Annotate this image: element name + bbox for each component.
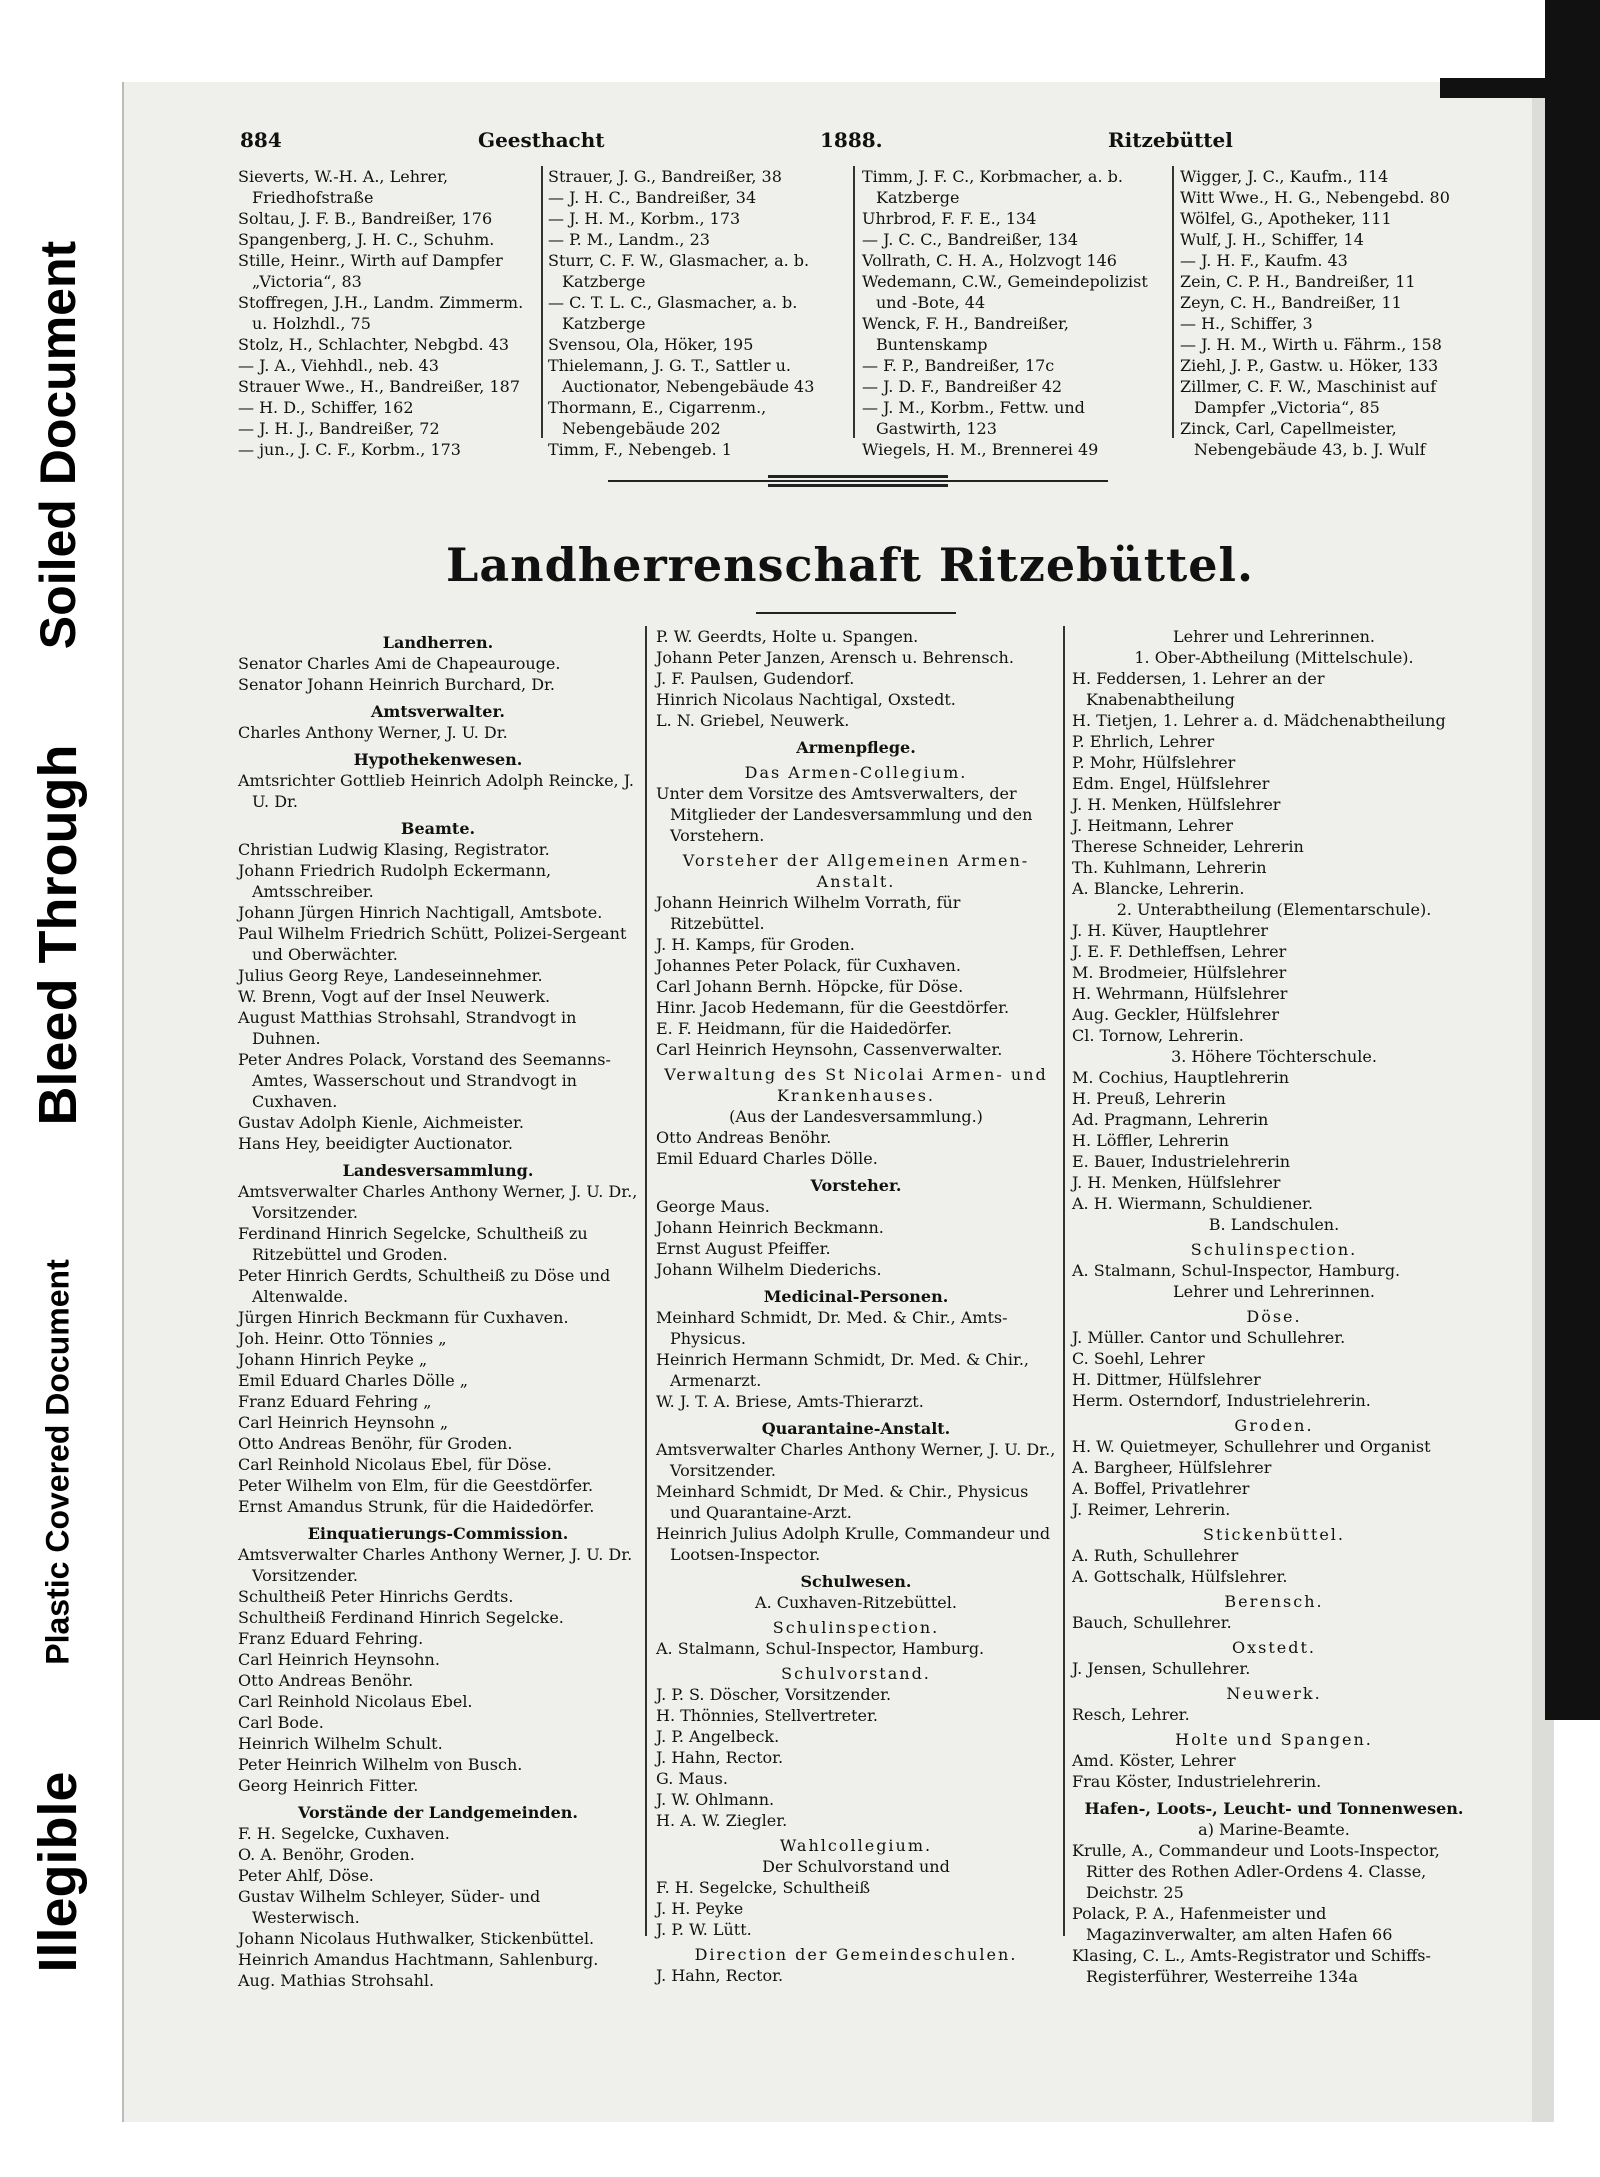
directory-entry: — J. M., Korbm., Fettw. und Gastwirth, 123 xyxy=(862,398,1085,438)
list-entry: J. Hahn, Rector. xyxy=(656,1748,784,1767)
subsection-heading: Verwaltung des St Nicolai Armen- und Krankenhauses. xyxy=(664,1065,1048,1105)
list-entry: G. Maus. xyxy=(656,1769,728,1788)
directory-entry: Wiegels, H. M., Brennerei 49 xyxy=(862,440,1099,459)
list-entry: Cl. Tornow, Lehrerin. xyxy=(1072,1026,1244,1045)
list-entry: W. Brenn, Vogt auf der Insel Neuwerk. xyxy=(238,987,551,1006)
list-entry: Aug. Geckler, Hülfslehrer xyxy=(1072,1005,1279,1024)
directory-entry: Wigger, J. C., Kaufm., 114 xyxy=(1180,167,1389,186)
list-entry: Amtsrichter Gottlieb Heinrich Adolph Reincke, J. U. Dr. xyxy=(238,771,634,811)
list-entry: A. Stalmann, Schul-Inspector, Hamburg. xyxy=(1072,1261,1401,1280)
list-entry: Heinrich Amandus Hachtmann, Sahlenburg. xyxy=(238,1950,599,1969)
list-entry: Johann Nicolaus Huthwalker, Stickenbüttel. xyxy=(238,1929,595,1948)
list-entry: Carl Heinrich Heynsohn „ xyxy=(238,1413,449,1432)
list-entry: Gustav Wilhelm Schleyer, Süder- und Westerwisch. xyxy=(238,1887,541,1927)
section-heading: Schulwesen. xyxy=(800,1572,912,1591)
list-entry: Krulle, A., Commandeur und Loots-Inspector, Ritter des Rothen Adler-Ordens 4. Classe, Deichstr. 25 xyxy=(1072,1841,1440,1902)
list-entry: Peter Andres Polack, Vorstand des Seemanns-Amtes, Wasserschout und Strandvogt in Cuxhaven. xyxy=(238,1050,611,1111)
directory-entry: — P. M., Landm., 23 xyxy=(548,230,710,249)
directory-entry: Strauer, J. G., Bandreißer, 38 xyxy=(548,167,782,186)
top-column-4 xyxy=(1180,166,1480,460)
centered-line: Lehrer und Lehrerinnen. xyxy=(1173,1282,1375,1301)
list-entry: H. Tietjen, 1. Lehrer a. d. Mädchenabtheilung xyxy=(1072,711,1446,730)
list-entry: Carl Bode. xyxy=(238,1713,324,1732)
directory-entry: Zinck, Carl, Capellmeister, Nebengebäude 43, b. J. Wulf xyxy=(1180,419,1426,459)
list-entry: P. Mohr, Hülfslehrer xyxy=(1072,753,1236,772)
list-entry: Amtsverwalter Charles Anthony Werner, J. U. Dr. Vorsitzender. xyxy=(238,1545,633,1585)
subsection-heading: Stickenbüttel. xyxy=(1202,1525,1345,1544)
list-entry: Paul Wilhelm Friedrich Schütt, Polizei-Sergeant und Oberwächter. xyxy=(238,924,627,964)
directory-entry: — J. C. C., Bandreißer, 134 xyxy=(862,230,1079,249)
list-entry: J. Müller. Cantor und Schullehrer. xyxy=(1072,1328,1346,1347)
directory-entry: Zein, C. P. H., Bandreißer, 11 xyxy=(1180,272,1416,291)
list-entry: P. W. Geerdts, Holte u. Spangen. xyxy=(656,627,919,646)
directory-entry: Witt Wwe., H. G., Nebengebd. 80 xyxy=(1180,188,1450,207)
list-entry: Carl Reinhold Nicolaus Ebel, für Döse. xyxy=(238,1455,552,1474)
list-entry: August Matthias Strohsahl, Strandvogt in Duhnen. xyxy=(238,1008,577,1048)
directory-entry: Svensou, Ola, Höker, 195 xyxy=(548,335,754,354)
section-heading: Vorsteher. xyxy=(810,1176,902,1195)
directory-entry: Wölfel, G., Apotheker, 111 xyxy=(1180,209,1392,228)
list-entry: J. H. Kamps, für Groden. xyxy=(656,935,855,954)
list-entry: Ferdinand Hinrich Segelcke, Schultheiß zu Ritzebüttel und Groden. xyxy=(238,1224,588,1264)
directory-entry: Stolz, H., Schlachter, Nebgbd. 43 xyxy=(238,335,510,354)
section-heading: Medicinal-Personen. xyxy=(763,1287,949,1306)
list-entry: Carl Reinhold Nicolaus Ebel. xyxy=(238,1692,473,1711)
list-entry: Edm. Engel, Hülfslehrer xyxy=(1072,774,1270,793)
list-entry: Therese Schneider, Lehrerin xyxy=(1072,837,1304,856)
list-entry: L. N. Griebel, Neuwerk. xyxy=(656,711,850,730)
directory-entry: Soltau, J. F. B., Bandreißer, 176 xyxy=(238,209,493,228)
list-entry: Aug. Mathias Strohsahl. xyxy=(238,1971,435,1990)
directory-entry: — J. A., Viehhdl., neb. 43 xyxy=(238,356,439,375)
list-entry: A. Bargheer, Hülfslehrer xyxy=(1072,1458,1272,1477)
list-entry: J. Reimer, Lehrerin. xyxy=(1072,1500,1231,1519)
list-entry: W. J. T. A. Briese, Amts-Thierarzt. xyxy=(656,1392,924,1411)
list-entry: Joh. Heinr. Otto Tönnies „ xyxy=(238,1329,447,1348)
list-entry: Senator Charles Ami de Chapeaurouge. xyxy=(238,654,561,673)
centered-line: 2. Unterabtheilung (Elementarschule). xyxy=(1116,900,1432,919)
list-entry: Hans Hey, beeidigter Auctionator. xyxy=(238,1134,514,1153)
list-entry: Frau Köster, Industrielehrerin. xyxy=(1072,1772,1322,1791)
main-column-2 xyxy=(656,626,1056,1986)
list-entry: Otto Andreas Benöhr. xyxy=(238,1671,414,1690)
list-entry: J. Heitmann, Lehrer xyxy=(1072,816,1233,835)
list-entry: Amtsverwalter Charles Anthony Werner, J. U. Dr., Vorsitzender. xyxy=(238,1182,638,1222)
list-entry: Johann Wilhelm Diederichs. xyxy=(656,1260,882,1279)
directory-entry: Strauer Wwe., H., Bandreißer, 187 xyxy=(238,377,520,396)
list-entry: J. P. W. Lütt. xyxy=(656,1920,752,1939)
list-entry: Polack, P. A., Hafenmeister und Magazinverwalter, am alten Hafen 66 xyxy=(1072,1904,1393,1944)
subsection-heading: Wahlcollegium. xyxy=(779,1836,933,1855)
directory-entry: Wenck, F. H., Bandreißer, Buntenskamp xyxy=(862,314,1069,354)
directory-entry: Zeyn, C. H., Bandreißer, 11 xyxy=(1180,293,1402,312)
top-column-2 xyxy=(548,166,846,460)
directory-entry: — F. P., Bandreißer, 17c xyxy=(862,356,1055,375)
directory-entry: — H., Schiffer, 3 xyxy=(1180,314,1313,333)
section-heading: Vorstände der Landgemeinden. xyxy=(298,1803,578,1822)
section-heading: Quarantaine-Anstalt. xyxy=(761,1419,951,1438)
header-left-place: Geesthacht xyxy=(478,128,605,152)
page-number: 884 xyxy=(240,128,282,152)
directory-entry: — J. D. F., Bandreißer 42 xyxy=(862,377,1063,396)
list-entry: Heinrich Wilhelm Schult. xyxy=(238,1734,443,1753)
list-entry: Georg Heinrich Fitter. xyxy=(238,1776,419,1795)
list-entry: M. Cochius, Hauptlehrerin xyxy=(1072,1068,1290,1087)
stamp-strip xyxy=(0,0,115,2177)
list-entry: Johann Hinrich Peyke „ xyxy=(238,1350,428,1369)
subsection-heading: Döse. xyxy=(1246,1307,1302,1326)
section-ornament-rule xyxy=(608,475,1108,487)
list-entry: Ernst Amandus Strunk, für die Haidedörfer. xyxy=(238,1497,595,1516)
directory-entry: — jun., J. C. F., Korbm., 173 xyxy=(238,440,461,459)
list-entry: A. Stalmann, Schul-Inspector, Hamburg. xyxy=(656,1639,985,1658)
list-entry: C. Soehl, Lehrer xyxy=(1072,1349,1205,1368)
header-right-place: Ritzebüttel xyxy=(1108,128,1233,152)
centered-line: A. Cuxhaven-Ritzebüttel. xyxy=(755,1593,957,1612)
top-column-1 xyxy=(238,166,536,460)
list-entry: A. Ruth, Schullehrer xyxy=(1072,1546,1239,1565)
top-divider-2 xyxy=(853,166,855,438)
main-column-1 xyxy=(238,626,638,1991)
list-entry: J. H. Menken, Hülfslehrer xyxy=(1072,795,1281,814)
list-entry: Johann Jürgen Hinrich Nachtigall, Amtsbote. xyxy=(238,903,603,922)
list-entry: Christian Ludwig Klasing, Registrator. xyxy=(238,840,550,859)
list-entry: J. F. Paulsen, Gudendorf. xyxy=(656,669,855,688)
list-entry: Herm. Osterndorf, Industrielehrerin. xyxy=(1072,1391,1371,1410)
list-entry: Carl Johann Bernh. Höpcke, für Döse. xyxy=(656,977,964,996)
subsection-heading: Oxstedt. xyxy=(1231,1638,1316,1657)
list-entry: Bauch, Schullehrer. xyxy=(1072,1613,1232,1632)
section-heading: Landherren. xyxy=(382,633,494,652)
subsection-heading: Schulvorstand. xyxy=(781,1664,931,1683)
scan-border-right xyxy=(1545,0,1600,1720)
list-entry: M. Brodmeier, Hülfslehrer xyxy=(1072,963,1287,982)
list-entry: Hinr. Jacob Hedemann, für die Geestdörfer. xyxy=(656,998,1010,1017)
section-heading: Landesversammlung. xyxy=(342,1161,534,1180)
list-entry: O. A. Benöhr, Groden. xyxy=(238,1845,415,1864)
centered-line: a) Marine-Beamte. xyxy=(1198,1820,1350,1839)
list-entry: Franz Eduard Fehring. xyxy=(238,1629,424,1648)
directory-entry: — C. T. L. C., Glasmacher, a. b. Katzberge xyxy=(548,293,798,333)
list-entry: H. Dittmer, Hülfslehrer xyxy=(1072,1370,1261,1389)
stamp-bleed-through: Bleed Through xyxy=(28,744,88,1126)
list-entry: Th. Kuhlmann, Lehrerin xyxy=(1072,858,1267,877)
directory-entry: Stoffregen, J.H., Landm. Zimmerm. u. Holzhdl., 75 xyxy=(238,293,524,333)
section-heading: Armenpflege. xyxy=(796,738,916,757)
top-column-3 xyxy=(862,166,1167,460)
list-entry: F. H. Segelcke, Schultheiß xyxy=(656,1878,871,1897)
list-entry: Ernst August Pfeiffer. xyxy=(656,1239,831,1258)
list-entry: J. W. Ohlmann. xyxy=(656,1790,775,1809)
directory-entry: — J. H. F., Kaufm. 43 xyxy=(1180,251,1348,270)
list-entry: Otto Andreas Benöhr, für Groden. xyxy=(238,1434,513,1453)
directory-entry: Ziehl, J. P., Gastw. u. Höker, 133 xyxy=(1180,356,1439,375)
directory-entry: — J. H. J., Bandreißer, 72 xyxy=(238,419,440,438)
list-entry: Gustav Adolph Kienle, Aichmeister. xyxy=(238,1113,524,1132)
list-entry: Johann Peter Janzen, Arensch u. Behrensch. xyxy=(656,648,1014,667)
list-entry: H. W. Quietmeyer, Schullehrer und Organist xyxy=(1072,1437,1431,1456)
section-heading: Einquatierungs-Commission. xyxy=(307,1524,569,1543)
list-entry: H. Thönnies, Stellvertreter. xyxy=(656,1706,878,1725)
subsection-heading: Groden. xyxy=(1234,1416,1314,1435)
directory-entry: Timm, J. F. C., Korbmacher, a. b. Katzberge xyxy=(862,167,1123,207)
list-entry: Ad. Pragmann, Lehrerin xyxy=(1072,1110,1269,1129)
list-entry: Carl Heinrich Heynsohn. xyxy=(238,1650,440,1669)
centered-line: Der Schulvorstand und xyxy=(762,1857,950,1876)
list-entry: J. E. F. Dethleffsen, Lehrer xyxy=(1072,942,1287,961)
list-entry: Franz Eduard Fehring „ xyxy=(238,1392,432,1411)
list-entry: Johann Friedrich Rudolph Eckermann, Amtsschreiber. xyxy=(238,861,552,901)
centered-line: 3. Höhere Töchterschule. xyxy=(1171,1047,1377,1066)
list-entry: Julius Georg Reye, Landeseinnehmer. xyxy=(238,966,543,985)
list-entry: Amd. Köster, Lehrer xyxy=(1072,1751,1236,1770)
directory-entry: — H. D., Schiffer, 162 xyxy=(238,398,414,417)
section-title: Landherrenschaft Ritzebüttel. xyxy=(445,538,1255,592)
subsection-heading: Direction der Gemeindeschulen. xyxy=(694,1945,1018,1964)
centered-line: 1. Ober-Abtheilung (Mittelschule). xyxy=(1134,648,1414,667)
list-entry: Jürgen Hinrich Beckmann für Cuxhaven. xyxy=(238,1308,569,1327)
list-entry: Heinrich Hermann Schmidt, Dr. Med. & Chir., Armenarzt. xyxy=(656,1350,1030,1390)
directory-entry: Wedemann, C.W., Gemeindepolizist und -Bote, 44 xyxy=(862,272,1148,312)
list-entry: J. H. Menken, Hülfslehrer xyxy=(1072,1173,1281,1192)
header-year: 1888. xyxy=(820,128,883,152)
list-entry: Klasing, C. L., Amts-Registrator und Schiffs-Registerführer, Westerreihe 134a xyxy=(1072,1946,1431,1986)
subsection-heading: Vorsteher der Allgemeinen Armen-Anstalt. xyxy=(682,851,1030,891)
directory-entry: — J. H. C., Bandreißer, 34 xyxy=(548,188,757,207)
section-heading: Amtsverwalter. xyxy=(371,702,505,721)
main-divider-1 xyxy=(645,626,647,1936)
list-entry: Johann Heinrich Wilhelm Vorrath, für Ritzebüttel. xyxy=(656,893,961,933)
list-entry: George Maus. xyxy=(656,1197,770,1216)
list-entry: Schultheiß Ferdinand Hinrich Segelcke. xyxy=(238,1608,564,1627)
subsection-heading: Schulinspection. xyxy=(772,1618,940,1637)
section-heading: Hafen-, Loots-, Leucht- und Tonnenwesen. xyxy=(1084,1799,1464,1818)
subsection-heading: Das Armen-Collegium. xyxy=(744,763,968,782)
directory-entry: Thielemann, J. G. T., Sattler u. Auctionator, Nebengebäude 43 xyxy=(548,356,815,396)
list-entry: J. P. S. Döscher, Vorsitzender. xyxy=(656,1685,892,1704)
directory-entry: Wulf, J. H., Schiffer, 14 xyxy=(1180,230,1364,249)
list-entry: F. H. Segelcke, Cuxhaven. xyxy=(238,1824,450,1843)
list-entry: Peter Heinrich Wilhelm von Busch. xyxy=(238,1755,523,1774)
list-entry: Charles Anthony Werner, J. U. Dr. xyxy=(238,723,508,742)
subsection-heading: Holte und Spangen. xyxy=(1175,1730,1373,1749)
list-entry: J. H. Küver, Hauptlehrer xyxy=(1072,921,1269,940)
directory-entry: Sturr, C. F. W., Glasmacher, a. b. Katzberge xyxy=(548,251,810,291)
directory-entry: — J. H. M., Wirth u. Fährm., 158 xyxy=(1180,335,1442,354)
section-heading: Hypothekenwesen. xyxy=(353,750,523,769)
list-entry: A. Blancke, Lehrerin. xyxy=(1072,879,1245,898)
stamp-plastic-covered: Plastic Covered Document xyxy=(39,1259,76,1665)
list-entry: Peter Ahlf, Döse. xyxy=(238,1866,374,1885)
main-divider-2 xyxy=(1063,626,1065,1936)
list-entry: Senator Johann Heinrich Burchard, Dr. xyxy=(238,675,555,694)
directory-entry: — J. H. M., Korbm., 173 xyxy=(548,209,741,228)
centered-line: Lehrer und Lehrerinnen. xyxy=(1173,627,1375,646)
subsection-heading: Berensch. xyxy=(1224,1592,1324,1611)
directory-entry: Uhrbrod, F. F. E., 134 xyxy=(862,209,1037,228)
list-entry: Emil Eduard Charles Dölle. xyxy=(656,1149,878,1168)
list-entry: Unter dem Vorsitze des Amtsverwalters, der Mitglieder der Landesversammlung und den Vorstehern. xyxy=(656,784,1033,845)
centered-line: (Aus der Landesversammlung.) xyxy=(729,1107,983,1126)
list-entry: E. Bauer, Industrielehrerin xyxy=(1072,1152,1291,1171)
list-entry: A. H. Wiermann, Schuldiener. xyxy=(1072,1194,1313,1213)
list-entry: Peter Hinrich Gerdts, Schultheiß zu Döse und Altenwalde. xyxy=(238,1266,611,1306)
list-entry: Johannes Peter Polack, für Cuxhaven. xyxy=(656,956,961,975)
top-divider-3 xyxy=(1172,166,1174,438)
stamp-illegible: Illegible xyxy=(28,1771,88,1973)
list-entry: Meinhard Schmidt, Dr Med. & Chir., Physicus und Quarantaine-Arzt. xyxy=(656,1482,1029,1522)
list-entry: Resch, Lehrer. xyxy=(1072,1705,1190,1724)
directory-entry: Timm, F., Nebengeb. 1 xyxy=(548,440,732,459)
list-entry: Hinrich Nicolaus Nachtigal, Oxstedt. xyxy=(656,690,956,709)
list-entry: J. H. Peyke xyxy=(656,1899,744,1918)
directory-entry: Sieverts, W.-H. A., Lehrer, Friedhofstraße xyxy=(238,167,449,207)
list-entry: A. Boffel, Privatlehrer xyxy=(1072,1479,1250,1498)
list-entry: J. Jensen, Schullehrer. xyxy=(1072,1659,1251,1678)
list-entry: E. F. Heidmann, für die Haidedörfer. xyxy=(656,1019,952,1038)
centered-line: B. Landschulen. xyxy=(1208,1215,1340,1234)
directory-entry: Stille, Heinr., Wirth auf Dampfer „Victoria“, 83 xyxy=(238,251,503,291)
list-entry: Meinhard Schmidt, Dr. Med. & Chir., Amts-Physicus. xyxy=(656,1308,1008,1348)
list-entry: Schultheiß Peter Hinrichs Gerdts. xyxy=(238,1587,514,1606)
list-entry: H. A. W. Ziegler. xyxy=(656,1811,788,1830)
scan-border-top xyxy=(1440,78,1560,98)
list-entry: Amtsverwalter Charles Anthony Werner, J. U. Dr., Vorsitzender. xyxy=(656,1440,1056,1480)
section-heading: Beamte. xyxy=(400,819,476,838)
directory-entry: Spangenberg, J. H. C., Schuhm. xyxy=(238,230,495,249)
list-entry: Emil Eduard Charles Dölle „ xyxy=(238,1371,469,1390)
directory-entry: Zillmer, C. F. W., Maschinist auf Dampfer „Victoria“, 85 xyxy=(1180,377,1437,417)
list-entry: Heinrich Julius Adolph Krulle, Commandeur und Lootsen-Inspector. xyxy=(656,1524,1051,1564)
list-entry: H. Preuß, Lehrerin xyxy=(1072,1089,1226,1108)
list-entry: A. Gottschalk, Hülfslehrer. xyxy=(1072,1567,1288,1586)
list-entry: H. Feddersen, 1. Lehrer an der Knabenabtheilung xyxy=(1072,669,1325,709)
list-entry: Otto Andreas Benöhr. xyxy=(656,1128,832,1147)
top-divider-1 xyxy=(541,166,543,438)
list-entry: Johann Heinrich Beckmann. xyxy=(656,1218,884,1237)
subsection-heading: Schulinspection. xyxy=(1190,1240,1358,1259)
directory-entry: Thormann, E., Cigarrenm., Nebengebäude 202 xyxy=(548,398,767,438)
list-entry: P. Ehrlich, Lehrer xyxy=(1072,732,1215,751)
title-underline xyxy=(756,612,956,614)
list-entry: Carl Heinrich Heynsohn, Cassenverwalter. xyxy=(656,1040,1003,1059)
list-entry: J. P. Angelbeck. xyxy=(656,1727,780,1746)
directory-entry: Vollrath, C. H. A., Holzvogt 146 xyxy=(862,251,1117,270)
list-entry: H. Löffler, Lehrerin xyxy=(1072,1131,1229,1150)
stamp-soiled: Soiled Document xyxy=(30,240,86,650)
subsection-heading: Neuwerk. xyxy=(1226,1684,1322,1703)
list-entry: J. Hahn, Rector. xyxy=(656,1966,784,1985)
list-entry: H. Wehrmann, Hülfslehrer xyxy=(1072,984,1288,1003)
main-column-3 xyxy=(1072,626,1476,1987)
list-entry: Peter Wilhelm von Elm, für die Geestdörfer. xyxy=(238,1476,594,1495)
